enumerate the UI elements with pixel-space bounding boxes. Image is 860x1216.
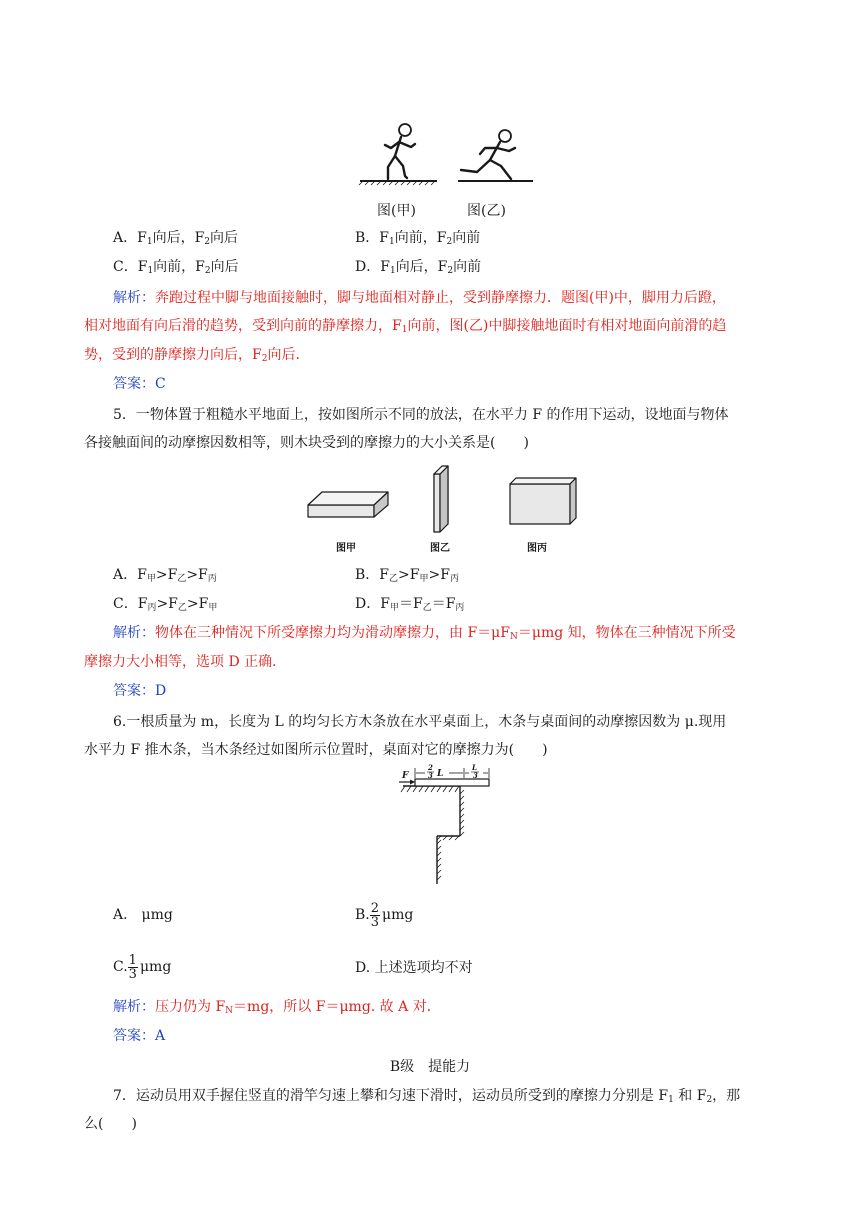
svg-text:L: L — [437, 769, 444, 779]
figure-caption-yi: 图(乙) — [467, 203, 506, 219]
q5-option-b: B．$F_乙>F_甲>F_丙$ — [355, 567, 459, 584]
svg-text:F: F — [402, 771, 409, 781]
q6-option-a: A． μmg — [113, 907, 173, 923]
q7-stem-line2: 么( ) — [84, 1116, 137, 1132]
q4-answer: 答案：C — [113, 376, 166, 392]
q6-option-b: B. $\frac{2}{3}$ μmg — [355, 900, 414, 930]
q4-analysis-line1: 解析：奔跑过程中脚与地面接触时，脚与地面相对静止，受到静摩擦力．题图(甲)中，脚用力后蹬， — [113, 290, 726, 306]
q4-analysis-line2: 相对地面有向后滑的趋势，受到向前的静摩擦力，$F_1$向前，图(乙)中脚接触地面时有相对地面向前滑的趋 — [84, 318, 727, 335]
q5-stem-line1: 5．一物体置于粗糙水平地面上，按如图所示不同的放法，在水平力 F 的作用下运动，设地面与物体 — [113, 407, 729, 423]
q4-option-b: B．$F_1$向前，$F_2$向前 — [355, 230, 481, 247]
figure-caption-2: 图乙 — [430, 543, 450, 554]
svg-text:L: L — [472, 763, 477, 772]
q5-option-c: C．$F_丙>F_乙>F_甲$ — [113, 596, 218, 613]
svg-text:2: 2 — [428, 763, 433, 772]
q6-option-c: C. $\frac{1}{3}$ μmg — [113, 952, 172, 982]
blocks-figure — [300, 460, 590, 535]
q6-answer: 答案：A — [113, 1028, 166, 1044]
q5-analysis-line2: 摩擦力大小相等，选项 D 正确． — [84, 654, 287, 670]
q5-stem-line2: 各接触面间的动摩擦因数相等，则木块受到的摩擦力的大小关系是( ) — [84, 435, 529, 451]
q5-analysis-line1: 解析：物体在三种情况下所受摩擦力均为滑动摩擦力，由 $F=\mu F_N=\mu mg$ 知，物体在三种情况下所受 — [113, 625, 736, 642]
q6-option-d: D. 上述选项均不对 — [355, 960, 473, 976]
q7-stem-line1: 7．运动员用双手握住竖直的滑竿匀速上攀和匀速下滑时，运动员所受到的摩擦力分别是 $F_1$ 和 $F_2$，那 — [113, 1088, 741, 1105]
q5-answer: 答案：D — [113, 683, 167, 699]
q6-stem-line1: 6.一根质量为 m，长度为 L 的均匀长方木条放在水平桌面上，木条与桌面间的动摩擦因数为 μ.现用 — [113, 714, 727, 730]
q4-option-a: A．$F_1$向后，$F_2$向后 — [113, 230, 239, 247]
q6-stem-line2: 水平力 F 推木条，当木条经过如图所示位置时，桌面对它的摩擦力为( ) — [84, 742, 548, 758]
table-figure — [395, 764, 495, 889]
q5-option-a: A．$F_甲>F_乙>F_丙$ — [113, 567, 217, 584]
runners-figure — [355, 120, 540, 190]
figure-caption-3: 图丙 — [527, 543, 547, 554]
section-heading: B级 提能力 — [389, 1059, 471, 1075]
figure-caption-jia: 图(甲) — [377, 203, 416, 219]
svg-text:3: 3 — [428, 771, 433, 780]
q5-option-d: D．$F_甲=F_乙=F_丙$ — [355, 596, 465, 613]
q4-option-d: D．$F_1$向后，$F_2$向前 — [355, 259, 482, 276]
svg-text:3: 3 — [473, 771, 478, 780]
figure-caption-1: 图甲 — [336, 543, 356, 554]
q4-analysis-line3: 势，受到的静摩擦力向后，$F_2$向后． — [84, 347, 310, 364]
q4-option-c: C．$F_1$向前，$F_2$向后 — [113, 259, 239, 276]
q6-analysis: 解析：压力仍为 $F_N=mg$，所以 F＝μmg. 故 A 对． — [113, 999, 441, 1016]
